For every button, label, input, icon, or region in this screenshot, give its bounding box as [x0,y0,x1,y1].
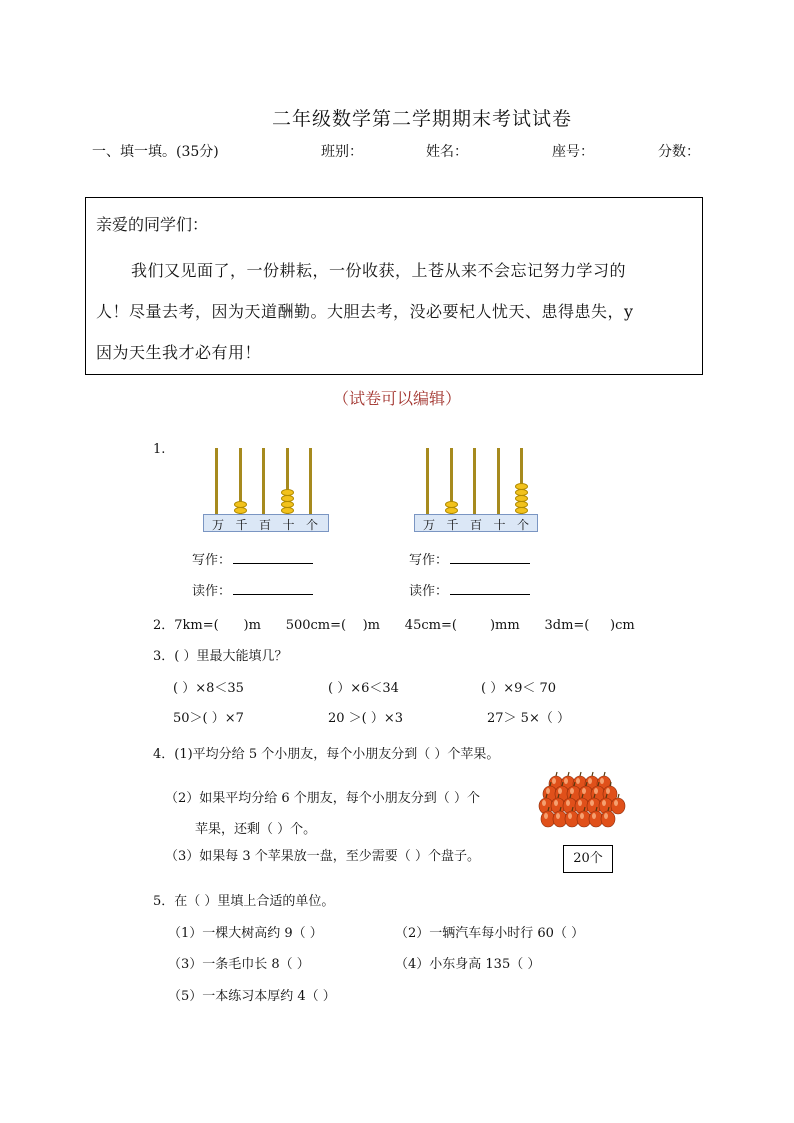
q5-item-3: （3）一条毛巾长 8（ ） [168,957,310,972]
abacus-bead [234,501,247,508]
q1-number: 1. [153,442,166,457]
q3-prompt: 3．( ）里最大能填几？ [153,649,288,664]
apple-count-box: 20个 [563,845,613,873]
abacus-bead [515,507,528,514]
q3-row2-item1: 50＞( ）×7 [173,711,244,726]
q3-row1-item2: ( ）×6＜34 [328,681,399,696]
place-label: 万 [422,518,435,532]
place-label: 个 [305,518,318,532]
abacus-left [203,448,329,534]
q5-item-4: （4）小东身高 135（ ） [395,957,541,972]
q5-item-1: （1）一棵大树高约 9（ ） [168,926,323,941]
editable-note: （试卷可以编辑） [332,389,461,408]
read-label: 读作： [192,584,232,599]
place-label: 万 [211,518,224,532]
q1-left-write [192,549,313,568]
exam-title: 二年级数学第二学期期末考试试卷 [271,108,572,130]
abacus-base [414,514,538,532]
abacus-bead [445,501,458,508]
q3-row1-item3: ( ）×9＜ 70 [481,681,557,696]
seat-label: 座号： [552,144,594,160]
q4-part3: （3）如果每 3 个苹果放一盘，至少需要（ ）个盘子。 [165,849,480,864]
q1-left-read [192,580,313,599]
q1-right-read [409,580,530,599]
place-label: 十 [282,518,295,532]
abacus-right [414,448,538,534]
abacus-bead [515,495,528,502]
q4-part2b: 苹果，还剩（ ）个。 [195,822,317,837]
place-label: 百 [258,518,271,532]
write-label: 写作： [409,553,449,568]
answer-blank[interactable] [233,551,313,564]
abacus-rod [309,448,312,514]
notice-line-1: 我们又见面了，一份耕耘，一份收获，上苍从来不会忘记努力学习的 [131,261,627,280]
abacus-rod [426,448,429,514]
abacus-bead [515,483,528,490]
q2-line: 2．7km=( )m 500cm=( )m 45cm=( )mm 3dm=( )cm [153,618,635,633]
q1-right-write [409,549,530,568]
abacus-rod [215,448,218,514]
q3-row2-item2: 20 ＞( ）×3 [328,711,404,726]
score-label: 分数： [658,144,700,160]
apples-image [538,768,630,830]
q5-item-2: （2）一辆汽车每小时行 60（ ） [395,926,585,941]
abacus-bead [281,507,294,514]
abacus-bead [445,507,458,514]
write-label: 写作： [192,553,232,568]
notice-greeting: 亲爱的同学们： [96,215,209,234]
q4-part1: 4．(1)平均分给 5 个小朋友，每个小朋友分到（ ）个苹果。 [153,747,500,762]
q3-row2-item3: 27＞ 5×（ ） [487,711,570,726]
q5-item-5: （5）一本练习本厚约 4（ ） [168,989,336,1004]
notice-line-2: 人！尽量去考，因为天道酬勤。大胆去考，没必要杞人忧天、患得患失，y [96,302,634,321]
class-label: 班别： [321,144,363,160]
answer-blank[interactable] [450,582,530,595]
answer-blank[interactable] [450,551,530,564]
abacus-bead [515,501,528,508]
q4-part2a: （2）如果平均分给 6 个朋友，每个小朋友分到（ ）个 [165,791,480,806]
q3-row1-item1: ( ）×8＜35 [173,681,244,696]
abacus-bead [281,501,294,508]
abacus-bead [281,495,294,502]
answer-blank[interactable] [233,582,313,595]
place-label: 十 [493,518,506,532]
abacus-base [203,514,329,532]
place-label: 千 [235,518,248,532]
abacus-rod [473,448,476,514]
abacus-bead [234,507,247,514]
section-heading: 一、填一填。(35分) [92,144,219,160]
place-label: 个 [516,518,529,532]
notice-box [85,197,703,375]
place-label: 千 [446,518,459,532]
abacus-bead [281,489,294,496]
name-label: 姓名： [426,144,468,160]
q5-prompt: 5．在（ ）里填上合适的单位。 [153,894,335,909]
abacus-rod [262,448,265,514]
abacus-bead [515,489,528,496]
read-label: 读作： [409,584,449,599]
abacus-rod [497,448,500,514]
place-label: 百 [469,518,482,532]
notice-line-3: 因为天生我才必有用！ [96,343,262,362]
